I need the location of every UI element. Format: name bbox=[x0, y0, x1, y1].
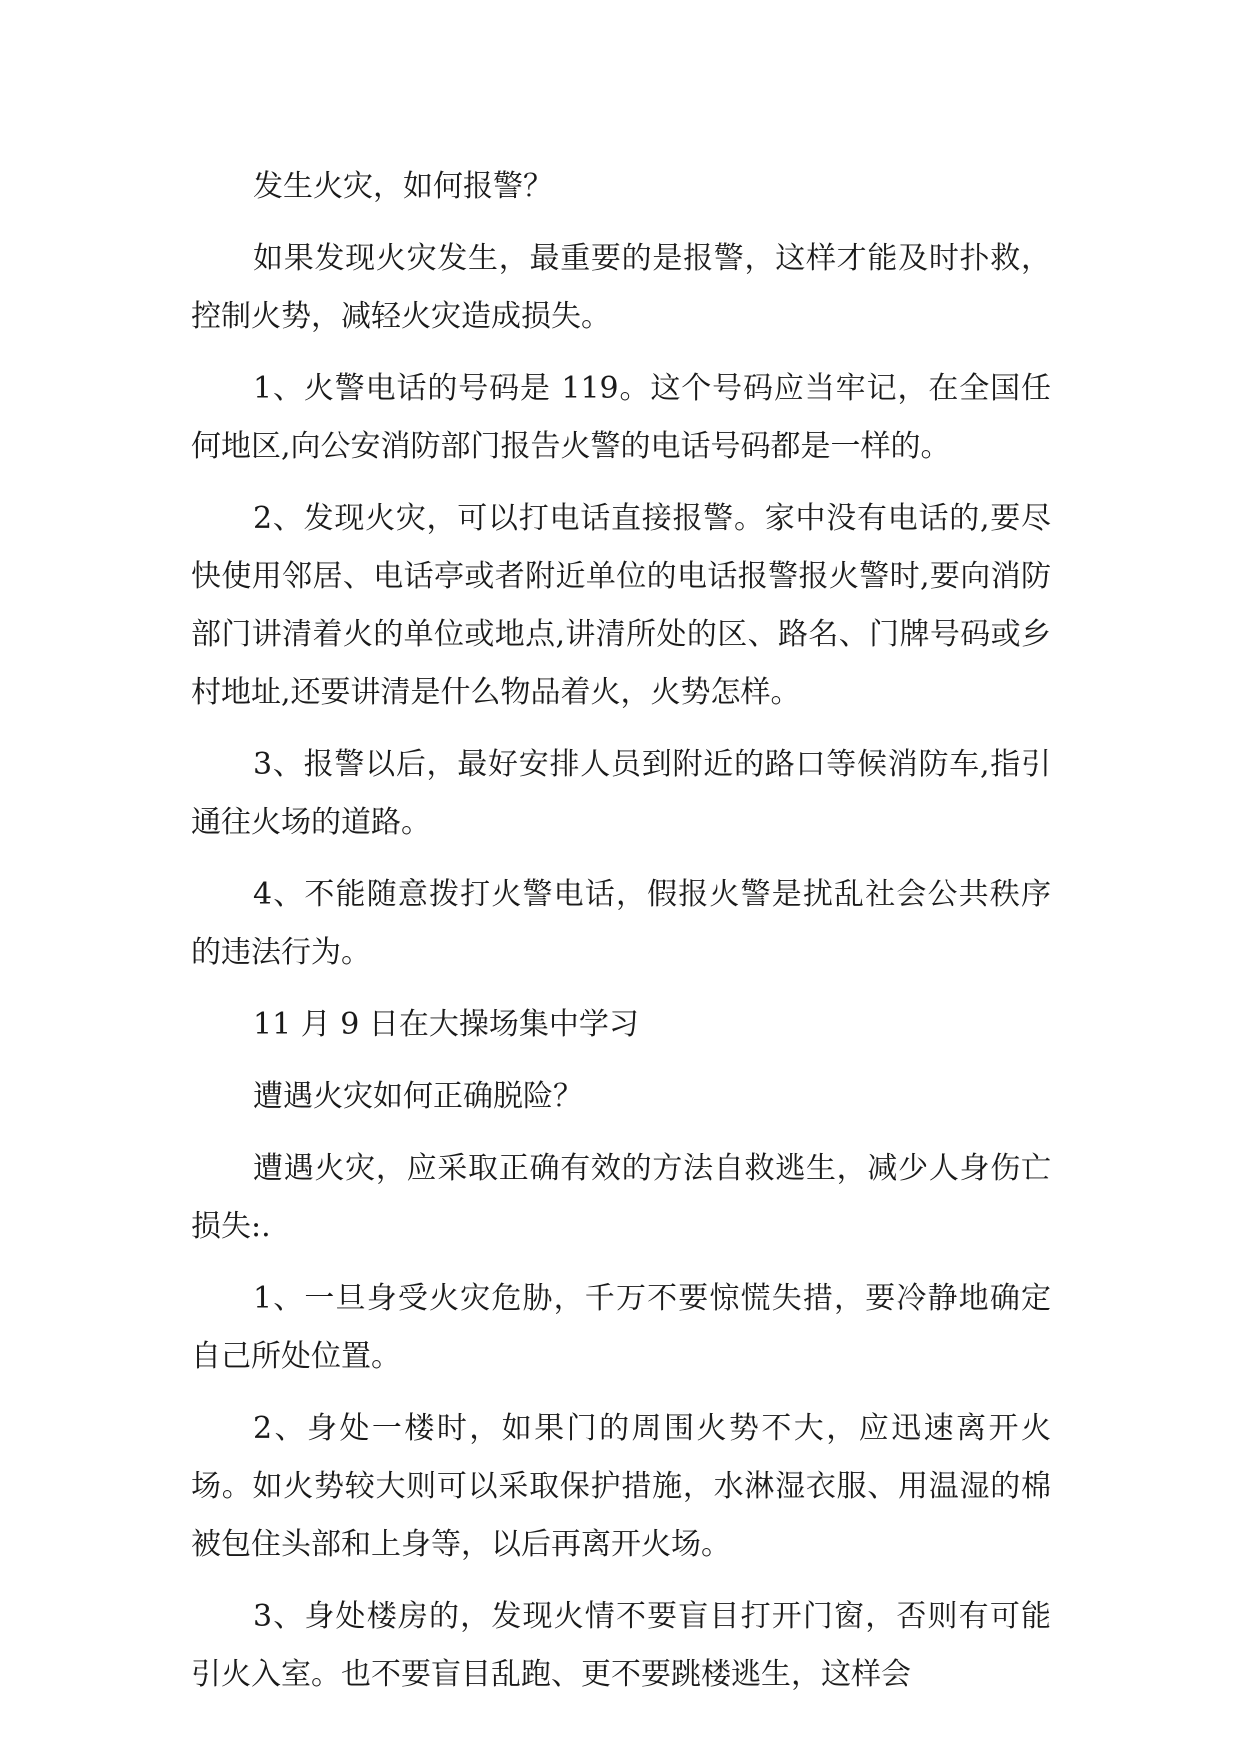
list-item-escape-2: 2、身处一楼时，如果门的周围火势不大，应迅速离开火场。如火势较大则可以采取保护措施，水淋湿衣服、用温湿的棉被包住头部和上身等，以后再离开火场。 bbox=[191, 1411, 1051, 1562]
paragraph-intro-report: 如果发现火灾发生，最重要的是报警，这样才能及时扑救，控制火势，减轻火灾造成损失。 bbox=[191, 241, 1051, 334]
heading-fire-report: 发生火灾，如何报警？ bbox=[253, 169, 553, 204]
list-item-report-3: 3、报警以后，最好安排人员到附近的路口等候消防车,指引通往火场的道路。 bbox=[191, 747, 1051, 840]
list-item-report-4: 4、不能随意拨打火警电话，假报火警是扰乱社会公共秩序的违法行为。 bbox=[191, 877, 1051, 970]
paragraph-intro-escape: 遭遇火灾，应采取正确有效的方法自救逃生，减少人身伤亡损失:. bbox=[191, 1151, 1051, 1244]
list-item-escape-3: 3、身处楼房的，发现火情不要盲目打开门窗，否则有可能引火入室。也不要盲目乱跑、更不要跳楼逃生，这样会 bbox=[191, 1599, 1051, 1692]
document-body bbox=[191, 158, 1051, 1704]
list-item-report-2: 2、发现火灾，可以打电话直接报警。家中没有电话的,要尽快使用邻居、电话亭或者附近单位的电话报警报火警时,要向消防部门讲清着火的单位或地点,讲清所处的区、路名、门牌号码或乡村地址,还要讲清是什么物品着火，火势怎样。 bbox=[191, 501, 1051, 710]
study-date-note: 11 月 9 日在大操场集中学习 bbox=[253, 1007, 639, 1042]
heading-fire-escape: 遭遇火灾如何正确脱险？ bbox=[253, 1079, 583, 1114]
list-item-escape-1: 1、一旦身受火灾危胁，千万不要惊慌失措，要冷静地确定自己所处位置。 bbox=[191, 1281, 1051, 1374]
list-item-report-1: 1、火警电话的号码是 119。这个号码应当牢记，在全国任何地区,向公安消防部门报告火警的电话号码都是一样的。 bbox=[191, 371, 1051, 464]
